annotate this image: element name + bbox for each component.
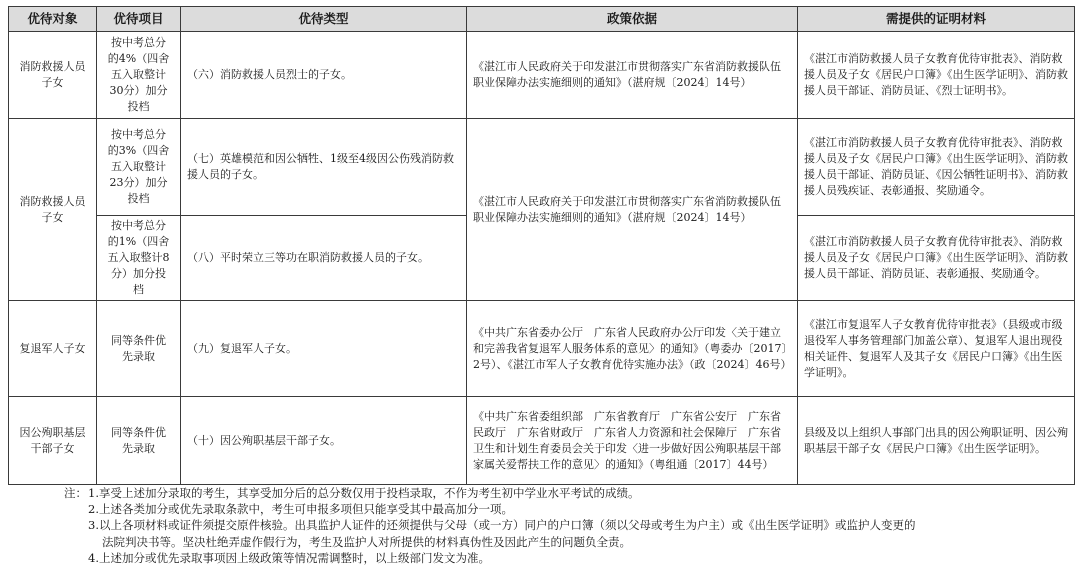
note-item: 3.以上各项材料或证件须提交原件核验。出具监护人证件的还须提供与父母（或一方）同户的户口簿（须以父母或考生为户主）或《出生医学证明》或监护人变更的 <box>88 518 916 533</box>
policy-table <box>8 6 1075 485</box>
header-item: 优待项目 <box>97 7 181 32</box>
cell-basis: 《湛江市人民政府关于印发湛江市贯彻落实广东省消防救援队伍职业保障办法实施细则的通知》（湛府规〔2024〕14号） <box>467 32 798 119</box>
notes-section <box>64 485 1074 566</box>
table-row <box>9 119 1075 216</box>
note-item: 4.上述加分或优先录取事项因上级政策等情况需调整时，以上级部门发文为准。 <box>88 550 490 565</box>
cell-item: 按中考总分的3%（四舍五入取整计23分）加分投档 <box>97 119 181 216</box>
cell-materials: 《湛江市消防救援人员子女教育优待审批表》、消防救援人员及子女《居民户口簿》《出生医学证明》、消防救援人员干部证、消防员证、表彰通报、奖励通令。 <box>798 216 1075 301</box>
cell-type: （九）复退军人子女。 <box>181 301 467 397</box>
cell-basis: 《湛江市人民政府关于印发湛江市贯彻落实广东省消防救援队伍职业保障办法实施细则的通知》（湛府规〔2024〕14号） <box>467 119 798 301</box>
note-item: 2.上述各类加分或优先录取条款中，考生可申报多项但只能享受其中最高加分一项。 <box>88 502 513 517</box>
notes-label: 注： <box>64 486 87 500</box>
cell-type: （八）平时荣立三等功在职消防救援人员的子女。 <box>181 216 467 301</box>
table-row <box>9 32 1075 119</box>
cell-object: 消防救援人员子女 <box>9 32 97 119</box>
table-header-row <box>9 7 1075 32</box>
cell-object: 因公殉职基层干部子女 <box>9 397 97 485</box>
note-item: 1.享受上述加分录取的考生，其享受加分后的总分数仅用于投档录取，不作为考生初中学业水平考试的成绩。 <box>88 486 640 500</box>
cell-materials: 《湛江市复退军人子女教育优待审批表》（县级或市级退役军人事务管理部门加盖公章）、复退军人退出现役相关证件、复退军人及其子女《居民户口簿》《出生医学证明》。 <box>798 301 1075 397</box>
header-object: 优待对象 <box>9 7 97 32</box>
note-line <box>64 485 1074 501</box>
note-item-continuation: 法院判决书等。坚决杜绝弄虚作假行为，考生及监护人对所提供的材料真伪性及因此产生的问题负全责。 <box>102 534 631 549</box>
cell-item: 同等条件优先录取 <box>97 301 181 397</box>
cell-materials: 《湛江市消防救援人员子女教育优待审批表》、消防救援人员及子女《居民户口簿》《出生医学证明》、消防救援人员干部证、消防员证、《烈士证明书》。 <box>798 32 1075 119</box>
cell-basis: 《中共广东省委办公厅 广东省人民政府办公厅印发〈关于建立和完善我省复退军人服务体系的意见〉的通知》（粤委办〔2017〕2号）、《湛江市军人子女教育优待实施办法》（政〔2024〕46号） <box>467 301 798 397</box>
cell-object: 消防救援人员子女 <box>9 119 97 301</box>
header-type: 优待类型 <box>181 7 467 32</box>
cell-type: （十）因公殉职基层干部子女。 <box>181 397 467 485</box>
cell-item: 按中考总分的4%（四舍五入取整计30分）加分投档 <box>97 32 181 119</box>
cell-basis: 《中共广东省委组织部 广东省教育厅 广东省公安厅 广东省民政厅 广东省财政厅 广东省人力资源和社会保障厅 广东省卫生和计划生育委员会关于印发〈进一步做好因公殉职基层干部家属关爱帮扶工作的意见〉的通知》（粤组通〔2017〕44号） <box>467 397 798 485</box>
table-row <box>9 397 1075 485</box>
table-row <box>9 301 1075 397</box>
cell-materials: 《湛江市消防救援人员子女教育优待审批表》、消防救援人员及子女《居民户口簿》《出生医学证明》、消防救援人员干部证、消防员证、《因公牺牲证明书》、消防救援人员残疾证、表彰通报、奖励通令。 <box>798 119 1075 216</box>
cell-type: （六）消防救援人员烈士的子女。 <box>181 32 467 119</box>
header-materials: 需提供的证明材料 <box>798 7 1075 32</box>
cell-object: 复退军人子女 <box>9 301 97 397</box>
header-basis: 政策依据 <box>467 7 798 32</box>
cell-item: 同等条件优先录取 <box>97 397 181 485</box>
cell-materials: 县级及以上组织人事部门出具的因公殉职证明、因公殉职基层干部子女《居民户口簿》《出生医学证明》。 <box>798 397 1075 485</box>
cell-item: 按中考总分的1%（四舍五入取整计8分）加分投档 <box>97 216 181 301</box>
cell-type: （七）英雄模范和因公牺牲、1级至4级因公伤残消防救援人员的子女。 <box>181 119 467 216</box>
